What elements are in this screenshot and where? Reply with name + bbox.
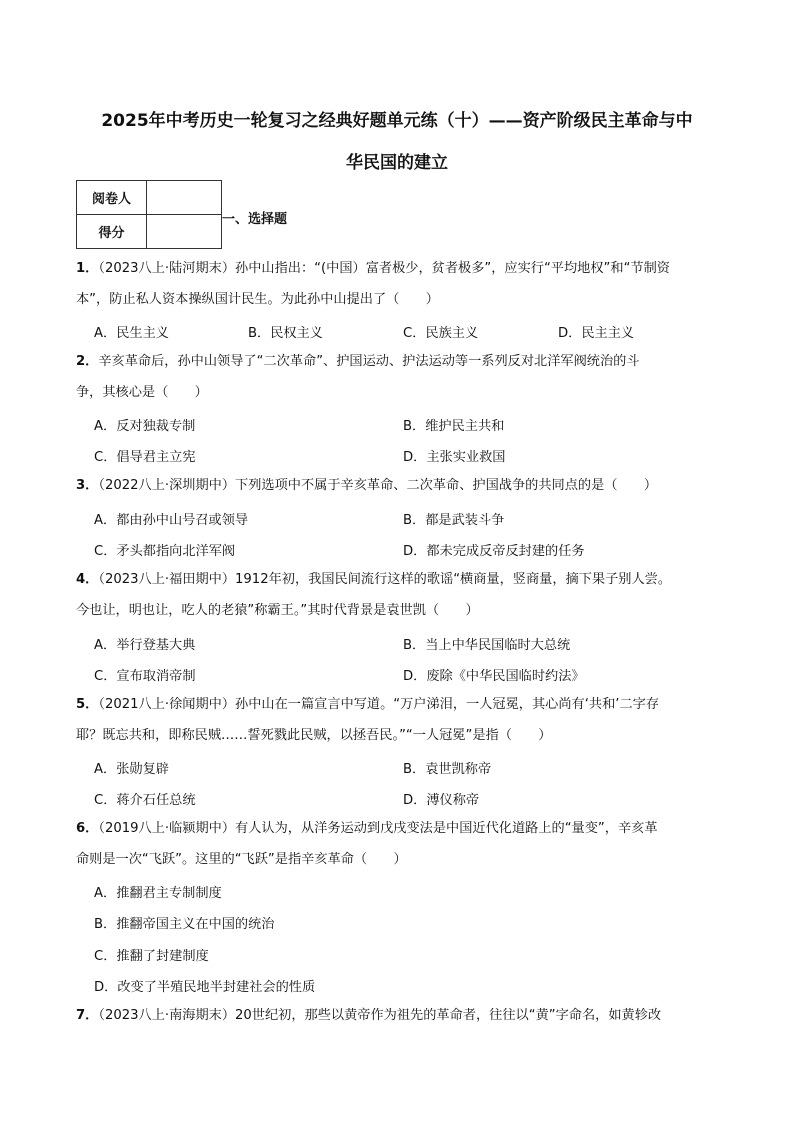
option-c[interactable]: C．蒋介石任总统 — [94, 793, 196, 808]
option-c[interactable]: C．民族主义 — [403, 326, 479, 341]
question-number: 3． — [76, 478, 99, 493]
question-text-cont: 争，其核心是（ ） — [76, 385, 208, 400]
option-b[interactable]: B．推翻帝国主义在中国的统治 — [94, 917, 275, 932]
question-text-cont: 耶？既忘共和，即称民贼……誓死戮此民贼，以拯吾民。”“一人冠冕”是指（ ） — [76, 728, 552, 743]
page-title-line2: 华民国的建立 — [346, 153, 448, 173]
option-a[interactable]: A．举行登基大典 — [94, 638, 196, 653]
question-5 — [76, 689, 720, 751]
option-a[interactable]: A．民生主义 — [94, 326, 169, 341]
question-text: 孙中山在一篇宣言中写道。“万户涕泪，一人冠冕，其心尚有‘共和’二字存 — [235, 697, 660, 712]
question-text-cont: 命则是一次“飞跃”。这里的“飞跃”是指辛亥革命（ ） — [76, 852, 407, 867]
option-d[interactable]: D．主张实业救国 — [403, 450, 506, 465]
option-d[interactable]: D．改变了半殖民地半封建社会的性质 — [94, 980, 316, 995]
option-a[interactable]: A．都由孙中山号召或领导 — [94, 513, 249, 528]
question-7 — [76, 1000, 720, 1031]
question-text: 有人认为，从洋务运动到戊戌变法是中国近代化道路上的“量变”，辛亥革 — [235, 821, 658, 836]
question-text: 下列选项中不属于辛亥革命、二次革命、护国战争的共同点的是（ ） — [235, 478, 658, 493]
question-source: （2023八上·陆河期末） — [98, 261, 236, 276]
question-text: 1912年初，我国民间流行这样的歌谣“横商量，竖商量，摘下果子别人尝。 — [235, 572, 672, 587]
question-1 — [76, 253, 720, 315]
option-c[interactable]: C．倡导君主立宪 — [94, 450, 196, 465]
question-text: 孙中山指出：“(中国）富者极少，贫者极多”，应实行“平均地权”和“节制资 — [235, 261, 670, 276]
option-a[interactable]: A．张勋复辟 — [94, 762, 169, 777]
question-source: （2023八上·南海期末） — [98, 1008, 236, 1023]
question-6 — [76, 813, 720, 875]
question-text: 辛亥革命后，孙中山领导了“二次革命”、护国运动、护法运动等一系列反对北洋军阀统治的斗 — [98, 354, 640, 369]
question-4 — [76, 564, 720, 626]
question-source: （2021八上·徐闻期中） — [98, 697, 236, 712]
option-b[interactable]: B．当上中华民国临时大总统 — [403, 638, 571, 653]
question-text-cont: 本”，防止私人资本操纵国计民生。为此孙中山提出了（ ） — [76, 292, 439, 307]
question-source: （2023八上·福田期中） — [98, 572, 236, 587]
option-b[interactable]: B．都是武装斗争 — [403, 513, 505, 528]
question-number: 1． — [76, 261, 99, 276]
question-source: （2019八上·临颍期中） — [98, 821, 236, 836]
option-b[interactable]: B．维护民主共和 — [403, 419, 505, 434]
question-text-cont: 今也让，明也让，吃人的老猿”称霸王。”其时代背景是袁世凯（ ） — [76, 603, 479, 618]
reviewer-label: 阅卷人 — [77, 181, 147, 215]
question-number: 5． — [76, 697, 99, 712]
option-d[interactable]: D．都未完成反帝反封建的任务 — [403, 544, 585, 559]
question-source: （2022八上·深圳期中） — [98, 478, 236, 493]
option-c[interactable]: C．推翻了封建制度 — [94, 949, 209, 964]
option-c[interactable]: C．矛头都指向北洋军阀 — [94, 544, 236, 559]
option-b[interactable]: B．袁世凯称帝 — [403, 762, 492, 777]
section-title: 一、选择题 — [222, 212, 288, 227]
option-d[interactable]: D．废除《中华民国临时约法》 — [403, 669, 585, 684]
question-text: 20世纪初，那些以黄帝作为祖先的革命者，往往以“黄”字命名，如黄轸改 — [235, 1008, 662, 1023]
question-number: 2． — [76, 354, 99, 369]
question-number: 7． — [76, 1008, 99, 1023]
option-c[interactable]: C．宣布取消帝制 — [94, 669, 196, 684]
option-d[interactable]: D．溥仪称帝 — [403, 793, 480, 808]
score-label: 得分 — [77, 215, 147, 249]
page-title-line1: 2025年中考历史一轮复习之经典好题单元练（十）——资产阶级民主革命与中 — [101, 111, 693, 131]
score-value[interactable] — [147, 215, 222, 249]
reviewer-value[interactable] — [147, 181, 222, 215]
question-3 — [76, 470, 720, 501]
question-number: 4． — [76, 572, 99, 587]
option-b[interactable]: B．民权主义 — [248, 326, 323, 341]
score-table — [76, 180, 222, 249]
option-a[interactable]: A．反对独裁专制 — [94, 419, 196, 434]
option-a[interactable]: A．推翻君主专制制度 — [94, 886, 222, 901]
question-number: 6． — [76, 821, 99, 836]
question-2 — [76, 346, 720, 408]
option-d[interactable]: D．民主主义 — [558, 326, 635, 341]
